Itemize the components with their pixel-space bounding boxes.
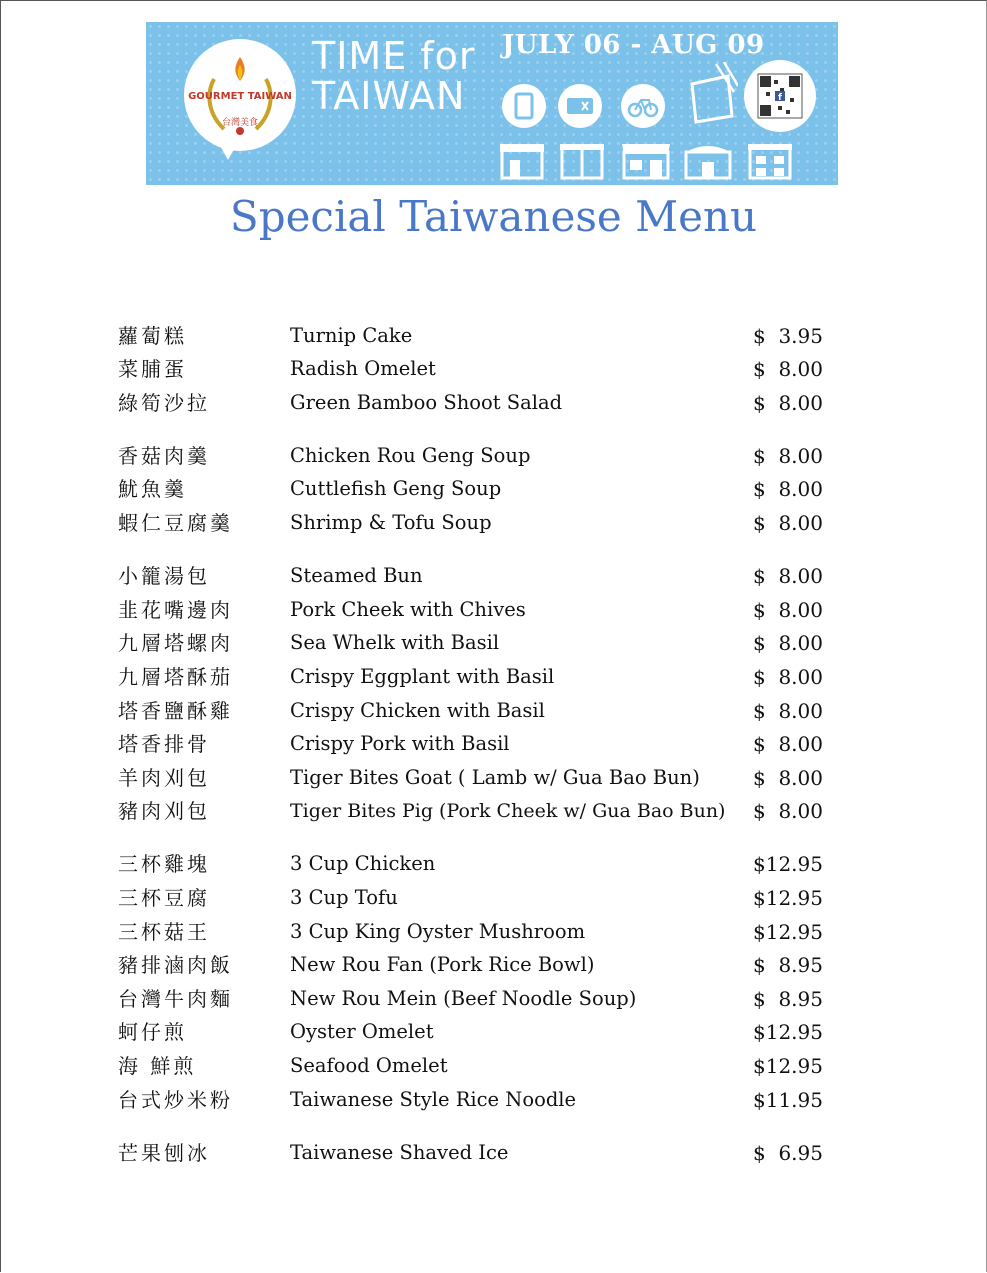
item-chinese-name: 豬肉刈包 <box>118 799 210 823</box>
menu-item <box>0 662 987 692</box>
item-english-name: Tiger Bites Pig (Pork Cheek w/ Gua Bao Bun) <box>290 800 726 822</box>
banner-title <box>312 36 476 116</box>
item-english-name: 3 Cup Tofu <box>290 886 398 909</box>
item-chinese-name: 台灣牛肉麵 <box>118 987 233 1011</box>
item-english-name: Seafood Omelet <box>290 1054 448 1077</box>
banner-dates: JULY 06 - AUG 09 <box>502 30 765 60</box>
item-price: $ 8.00 <box>753 511 823 535</box>
menu-item <box>0 696 987 726</box>
menu-item <box>0 1138 987 1168</box>
storefront-icon <box>620 140 672 180</box>
item-chinese-name: 九層塔螺肉 <box>118 631 233 655</box>
qr-code-bubble <box>744 60 816 132</box>
menu-item <box>0 628 987 658</box>
item-price: $ 8.00 <box>753 699 823 723</box>
menu-item <box>0 595 987 625</box>
item-english-name: Chicken Rou Geng Soup <box>290 444 531 467</box>
item-price: $ 8.00 <box>753 732 823 756</box>
qr-code-icon <box>744 60 816 132</box>
item-chinese-name: 豬排滷肉飯 <box>118 953 233 977</box>
item-english-name: Steamed Bun <box>290 564 423 587</box>
menu-item <box>0 1085 987 1115</box>
item-price: $11.95 <box>753 1088 823 1112</box>
item-chinese-name: 三杯雞塊 <box>118 852 210 876</box>
item-english-name: 3 Cup King Oyster Mushroom <box>290 920 586 943</box>
menu-item <box>0 321 987 351</box>
item-english-name: Pork Cheek with Chives <box>290 598 526 621</box>
menu-item <box>0 561 987 591</box>
item-price: $12.95 <box>753 886 823 910</box>
menu-item <box>0 917 987 947</box>
item-chinese-name: 海 鮮煎 <box>118 1054 197 1078</box>
item-price: $12.95 <box>753 852 823 876</box>
menu-item <box>0 474 987 504</box>
logo-subtext: 台灣美食 <box>221 118 258 128</box>
item-english-name: Radish Omelet <box>290 357 436 380</box>
item-chinese-name: 蘿蔔糕 <box>118 324 187 348</box>
menu-item <box>0 388 987 418</box>
item-chinese-name: 魷魚羹 <box>118 477 187 501</box>
item-english-name: Shrimp & Tofu Soup <box>290 511 492 534</box>
item-price: $ 8.00 <box>753 665 823 689</box>
item-price: $ 8.00 <box>753 631 823 655</box>
storefront-icon <box>746 140 794 180</box>
item-chinese-name: 三杯菇王 <box>118 920 210 944</box>
menu-item <box>0 796 987 826</box>
item-chinese-name: 塔香鹽酥雞 <box>118 699 233 723</box>
item-chinese-name: 蝦仁豆腐羹 <box>118 511 233 535</box>
item-english-name: Oyster Omelet <box>290 1020 434 1043</box>
banner-title-line1: TIME for <box>312 34 476 78</box>
item-chinese-name: 菜脯蛋 <box>118 357 187 381</box>
item-chinese-name: 塔香排骨 <box>118 732 210 756</box>
item-price: $ 8.00 <box>753 766 823 790</box>
item-price: $ 3.95 <box>753 324 823 348</box>
item-price: $ 8.00 <box>753 598 823 622</box>
item-chinese-name: 羊肉刈包 <box>118 766 210 790</box>
menu-item <box>0 849 987 879</box>
logo-text: GOURMET TAIWAN <box>188 91 292 102</box>
item-english-name: Crispy Pork with Basil <box>290 732 510 755</box>
item-english-name: Crispy Chicken with Basil <box>290 699 545 722</box>
menu-item <box>0 354 987 384</box>
menu-item <box>0 763 987 793</box>
item-english-name: New Rou Mein (Beef Noodle Soup) <box>290 987 637 1010</box>
item-english-name: Turnip Cake <box>290 324 413 347</box>
item-price: $ 8.00 <box>753 564 823 588</box>
menu-item <box>0 1051 987 1081</box>
svg-text:f: f <box>778 93 782 103</box>
item-price: $ 8.00 <box>753 799 823 823</box>
item-english-name: Taiwanese Shaved Ice <box>290 1141 509 1164</box>
bicycle-icon <box>621 84 665 128</box>
item-english-name: Sea Whelk with Basil <box>290 631 500 654</box>
item-price: $12.95 <box>753 1020 823 1044</box>
item-chinese-name: 韭花嘴邊肉 <box>118 598 233 622</box>
menu-item <box>0 883 987 913</box>
item-english-name: Taiwanese Style Rice Noodle <box>290 1088 577 1111</box>
item-english-name: 3 Cup Chicken <box>290 852 436 875</box>
item-price: $ 8.00 <box>753 391 823 415</box>
item-chinese-name: 三杯豆腐 <box>118 886 210 910</box>
item-chinese-name: 台式炒米粉 <box>118 1088 233 1112</box>
item-price: $ 8.95 <box>753 953 823 977</box>
item-english-name: Green Bamboo Shoot Salad <box>290 391 563 414</box>
gourmet-taiwan-logo <box>184 39 296 151</box>
storefront-icon <box>682 140 734 180</box>
item-price: $ 6.95 <box>753 1141 823 1165</box>
event-banner <box>146 22 838 185</box>
menu-title: Special Taiwanese Menu <box>229 192 758 241</box>
item-price: $ 8.95 <box>753 987 823 1011</box>
takeout-box-icon <box>686 62 738 124</box>
item-english-name: Tiger Bites Goat ( Lamb w/ Gua Bao Bun) <box>290 766 700 789</box>
item-chinese-name: 小籠湯包 <box>118 564 210 588</box>
item-english-name: New Rou Fan (Pork Rice Bowl) <box>290 953 595 976</box>
menu-item <box>0 441 987 471</box>
menu-item <box>0 508 987 538</box>
item-chinese-name: 蚵仔煎 <box>118 1020 187 1044</box>
menu-item <box>0 729 987 759</box>
ticket-icon <box>558 84 602 128</box>
item-chinese-name: 芒果刨冰 <box>118 1141 210 1165</box>
item-english-name: Crispy Eggplant with Basil <box>290 665 555 688</box>
item-english-name: Cuttlefish Geng Soup <box>290 477 502 500</box>
menu-item <box>0 984 987 1014</box>
item-price: $ 8.00 <box>753 477 823 501</box>
storefront-icon <box>498 140 546 180</box>
item-price: $ 8.00 <box>753 357 823 381</box>
banner-title-line2: TAIWAN <box>312 74 466 118</box>
item-price: $ 8.00 <box>753 444 823 468</box>
menu-item <box>0 1017 987 1047</box>
logo-bubble-tail <box>218 142 238 160</box>
item-price: $12.95 <box>753 920 823 944</box>
item-chinese-name: 香菇肉羹 <box>118 444 210 468</box>
item-chinese-name: 綠筍沙拉 <box>118 391 210 415</box>
tablet-icon <box>502 84 546 128</box>
item-chinese-name: 九層塔酥茄 <box>118 665 233 689</box>
menu-item <box>0 950 987 980</box>
item-price: $12.95 <box>753 1054 823 1078</box>
storefront-icon <box>558 140 606 180</box>
